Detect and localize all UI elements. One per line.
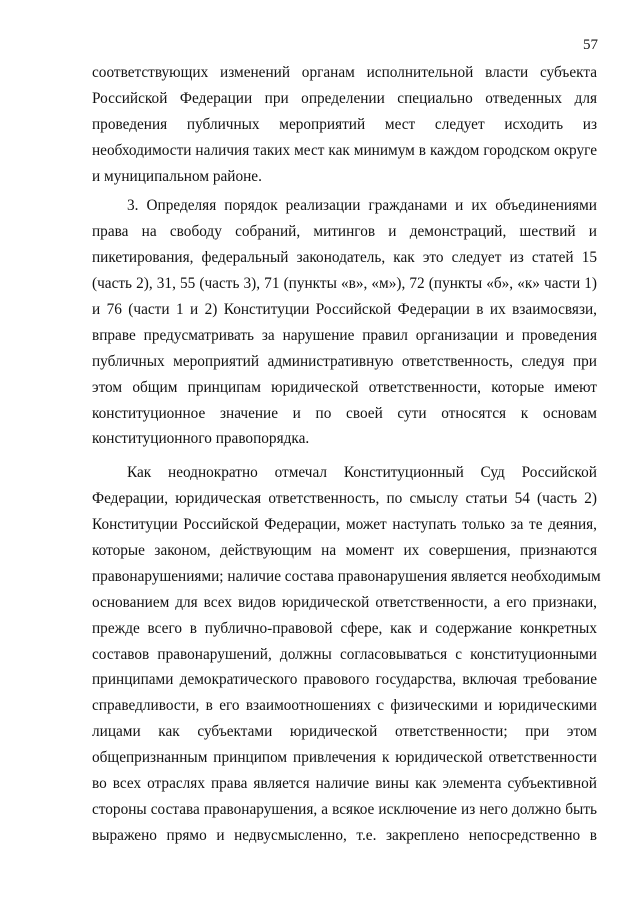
paragraph-line: которые законом, действующим на момент их совершения, признаются — [92, 542, 597, 560]
page-number: 57 — [583, 37, 598, 53]
paragraph-line: составов правонарушений, должны согласовываться с конституционными — [92, 645, 597, 663]
paragraph-line: Федерации, юридическая ответственность, по смыслу статьи 54 (часть 2) — [92, 490, 597, 508]
paragraph-line: конституционного правопорядка. — [92, 430, 310, 448]
paragraph-line: 3. Определяя порядок реализации гражданами и их объединениями — [127, 197, 597, 215]
paragraph-line: и 76 (части 1 и 2) Конституции Российской Федерации в их взаимосвязи, — [92, 301, 597, 319]
paragraph-line: этом общим принципам юридической ответственности, которые имеют — [92, 378, 597, 396]
paragraph-line: во всех отраслях права является наличие вины как элемента субъективной — [92, 775, 597, 793]
paragraph-line: основанием для всех видов юридической ответственности, а его признаки, — [92, 593, 597, 611]
paragraph-line: Как неоднократно отмечал Конституционный Суд Российской — [127, 464, 597, 482]
paragraph-line: Конституции Российской Федерации, может наступать только за те деяния, — [92, 516, 597, 534]
paragraph-3 — [92, 460, 601, 848]
paragraph-line: права на свободу собраний, митингов и демонстраций, шествий и — [92, 223, 597, 241]
paragraph-line: и муниципальном районе. — [92, 167, 262, 185]
paragraph-line: пикетирования, федеральный законодатель, как это следует из статей 15 — [92, 249, 597, 267]
paragraph-line: соответствующих изменений органам исполнительной власти субъекта — [92, 64, 597, 81]
paragraph-line: (часть 2), 31, 55 (часть 3), 71 (пункты «в», «м»), 72 (пункты «б», «к» части 1) — [92, 275, 597, 293]
paragraph-line: лицами как субъектами юридической ответственности; при этом — [92, 723, 597, 741]
body-text — [92, 60, 601, 849]
paragraph-line: необходимости наличия таких мест как минимум в каждом городском округе — [92, 141, 597, 159]
paragraph-line: проведения публичных мероприятий мест следует исходить из — [92, 115, 597, 133]
paragraph-line: выражено прямо и недвусмысленно, т.е. закреплено непосредственно в — [92, 826, 597, 844]
paragraph-1 — [92, 60, 597, 189]
paragraph-line: правонарушениями; наличие состава правонарушения является необходимым — [92, 567, 601, 585]
paragraph-line: общепризнанным принципом привлечения к юридической ответственности — [92, 749, 597, 767]
paragraph-line: публичных мероприятий административную ответственность, следуя при — [92, 352, 597, 370]
paragraph-line: стороны состава правонарушения, а всякое исключение из него должно быть — [92, 800, 597, 818]
paragraph-line: Российской Федерации при определении специально отведенных для — [92, 89, 597, 107]
paragraph-line: справедливости, в его взаимоотношениях с физическими и юридическими — [92, 697, 597, 715]
paragraph-line: конституционное значение и по своей сути относятся к основам — [92, 404, 597, 422]
paragraph-line: прежде всего в публично-правовой сфере, как и содержание конкретных — [92, 619, 597, 637]
paragraph-2 — [92, 193, 597, 452]
paragraph-line: вправе предусматривать за нарушение правил организации и проведения — [92, 326, 597, 344]
paragraph-line: принципами демократического правового государства, включая требование — [92, 671, 597, 689]
